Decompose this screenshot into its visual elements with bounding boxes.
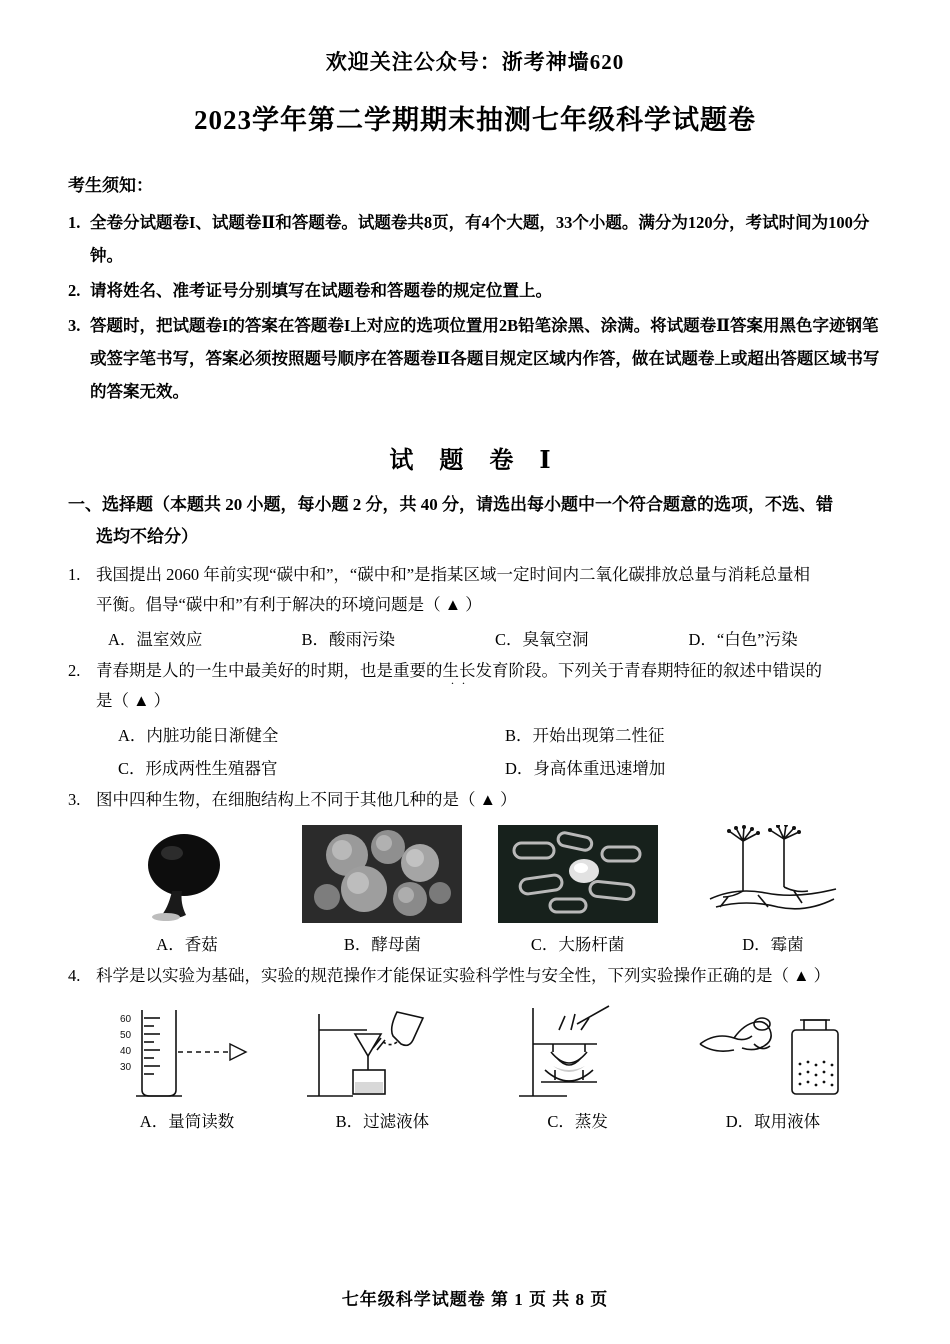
notice-item-number: 1. [68,213,81,232]
section-title: 试 题 卷 Ⅰ [389,448,561,474]
question-2-option-d[interactable]: D．身高体重迅速增加 [505,758,666,778]
svg-text:60: 60 [120,1013,132,1025]
notice-item-text: 全卷分试题卷I、试题卷Ⅱ和答题卷。试题卷共8页，有4个大题，33个小题。满分为120分，考试时间为100分钟。 [90,213,870,265]
choice-section-header [68,489,882,554]
question-2-number: 2. [68,660,81,680]
question-3-label-d: D．霉菌 [742,935,804,955]
question-1-stem-line1: 我国提出 2060 年前实现“碳中和”，“碳中和”是指某区域一定时间内二氧化碳排放总量与消耗总量相 [96,564,811,584]
notice-item-text: 请将姓名、准考证号分别填写在试题卷和答题卷的规定位置上。 [90,281,552,300]
svg-text:40: 40 [120,1045,132,1057]
notice-item-number: 2. [68,281,81,300]
notice-item-number: 3. [68,316,81,335]
question-2-option-b[interactable]: B．开始出现第二性征 [505,725,665,745]
yeast-icon [287,823,477,923]
svg-text:30: 30 [120,1061,132,1073]
mold-icon [678,823,868,923]
question-2-option-c[interactable]: C．形成两性生殖器官 [118,758,278,778]
question-4-figure-b [287,1000,477,1132]
question-4-label-a: A．量筒读数 [139,1111,235,1131]
question-4-figure-a [92,1000,282,1132]
question-3-figure-d [678,823,868,955]
question-3-number: 3. [68,789,81,809]
question-3-figure-b [287,823,477,955]
liquid-pouring-icon [678,1000,868,1100]
question-1 [68,560,882,621]
notice-item [68,309,882,408]
question-4-figures [68,994,882,1132]
question-1-option-a[interactable]: A．温室效应 [108,629,203,649]
question-1-option-d[interactable]: D．“白色”污染 [688,629,798,649]
question-2-options-row1 [68,719,882,752]
question-4-label-b: B．过滤液体 [335,1111,430,1131]
ecoli-icon [483,823,673,923]
question-3-figures [68,817,882,955]
choice-header-line1: 一、选择题（本题共 20 小题，每小题 2 分，共 40 分，请选出每小题中一个符合题意的选项，不选、错 [68,495,833,514]
question-1-option-c[interactable]: C．臭氧空洞 [495,629,589,649]
question-2-stem-line2: 是（ ▲ ） [96,691,171,711]
svg-text:50: 50 [120,1029,132,1041]
filtration-icon [287,1000,477,1100]
question-3 [68,785,882,816]
promo-banner: 欢迎关注公众号：浙考神墙620 [325,50,625,74]
question-1-stem-line2: 平衡。倡导“碳中和”有利于解决的环境问题是（ ▲ ） [96,595,482,615]
question-3-label-b: B．酵母菌 [343,935,421,955]
question-3-label-a: A．香菇 [156,935,218,955]
notice-item [68,206,882,272]
question-3-figure-c [483,823,673,955]
notice-heading: 考生须知： [68,176,153,195]
question-3-label-c: C．大肠杆菌 [530,935,625,955]
question-2-stem-line1: 青春期是人的一生中最美好的时期，也是重要的生长发育阶段。下列关于青春期特征的叙述中错误的 · · [96,661,822,680]
question-1-option-b[interactable]: B．酸雨污染 [301,629,396,649]
choice-header-line2: 选均不给分） [96,527,198,547]
mushroom-icon [92,823,282,923]
question-4 [68,961,882,992]
question-2 [68,656,882,717]
question-3-stem: 图中四种生物，在细胞结构上不同于其他几种的是（ ▲ ） [96,789,517,809]
question-4-number: 4. [68,966,81,986]
question-4-figure-c [483,1000,673,1132]
question-4-stem: 科学是以实验为基础，实验的规范操作才能保证实验科学性与安全性，下列实验操作正确的是（ ▲ ） [96,966,831,986]
graduated-cylinder-reading-icon [92,1000,282,1100]
question-4-figure-d [678,1000,868,1132]
question-4-label-d: D．取用液体 [725,1111,821,1131]
question-3-figure-a [92,823,282,955]
question-2-option-a[interactable]: A．内脏功能日渐健全 [118,725,279,745]
evaporation-icon [483,1000,673,1100]
question-1-number: 1. [68,564,81,584]
page-footer: 七年级科学试题卷 第 1 页 共 8 页 [341,1290,609,1309]
page-title: 2023学年第二学期期末抽测七年级科学试题卷 [194,105,756,135]
question-4-label-c: C．蒸发 [547,1111,608,1131]
question-1-options [68,623,882,656]
question-2-options-row2 [68,752,882,785]
notice-item [68,274,882,307]
notice-item-text: 答题时，把试题卷I的答案在答题卷I上对应的选项位置用2B铅笔涂黑、涂满。将试题卷Ⅱ答案用黑色字迹钢笔或签字笔书写，答案必须按照题号顺序在答题卷Ⅱ各题目规定区域内作答，做在试题卷上或超出答题区域书写的答案无效。 [90,316,880,401]
